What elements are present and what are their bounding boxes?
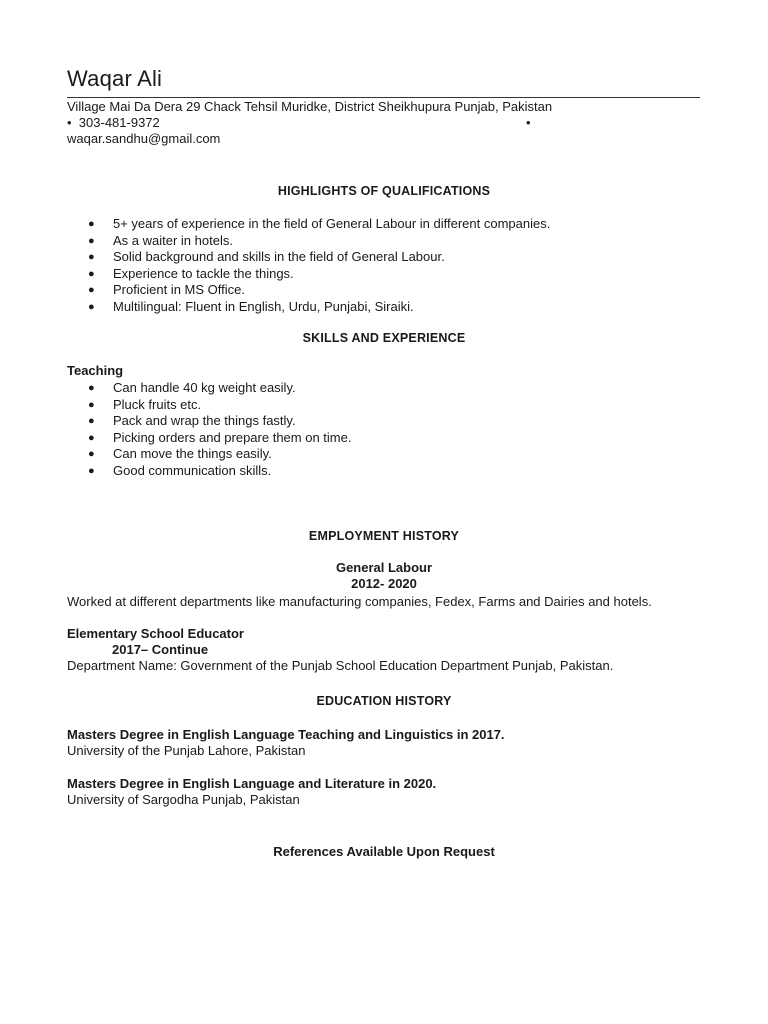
list-item: ● Picking orders and prepare them on time. — [88, 429, 352, 445]
bullet-icon: ● — [88, 267, 95, 280]
header-divider — [67, 97, 700, 98]
degree1: Masters Degree in English Language Teaching and Linguistics in 2017. — [67, 727, 505, 742]
skills-heading: SKILLS AND EXPERIENCE — [302, 331, 466, 345]
bullet-icon: ● — [88, 218, 95, 230]
job1-years: 2012- 2020 — [351, 576, 417, 591]
phone-line — [67, 115, 537, 131]
list-item: ● Multilingual: Fluent in English, Urdu, Punjabi, Siraiki. — [88, 298, 414, 314]
bullet-icon: ● — [88, 382, 95, 394]
list-item: ● Experience to tackle the things. — [88, 265, 294, 281]
list-item: ● Proficient in MS Office. — [88, 282, 245, 297]
employment-heading: EMPLOYMENT HISTORY — [308, 529, 460, 543]
degree2: Masters Degree in English Language and Literature in 2020. — [67, 776, 437, 791]
bullet-icon: ● — [88, 251, 95, 263]
skills-subtitle: Teaching — [67, 363, 124, 378]
bullet-icon: ● — [88, 234, 95, 247]
job2-years: 2017– Continue — [112, 642, 209, 657]
job1-description: Worked at different departments like manufacturing companies, Fedex, Farms and Dairies and hotels. — [67, 594, 652, 609]
degree2-school: University of Sargodha Punjab, Pakistan — [67, 792, 300, 807]
highlights-list — [88, 216, 550, 315]
list-item: ● Solid background and skills in the field of General Labour. — [88, 249, 445, 264]
list-item: ● Can move the things easily. — [88, 446, 272, 461]
references-note: References Available Upon Request — [273, 844, 495, 859]
job2-description: Department Name: Government of the Punjab School Education Department Punjab, Pakistan. — [67, 658, 614, 673]
skills-list — [88, 380, 351, 479]
email: waqar.sandhu@gmail.com — [67, 131, 221, 146]
list-item: ● 5+ years of experience in the field of General Labour in different companies. — [88, 216, 551, 231]
phone-bullet: • — [67, 115, 72, 130]
bullet-icon: ● — [88, 284, 95, 296]
bullet-icon: ● — [88, 398, 95, 411]
job1-title: General Labour — [335, 560, 433, 575]
bullet-icon: ● — [88, 415, 95, 427]
job2-title: Elementary School Educator — [67, 626, 244, 641]
bullet-icon: ● — [88, 300, 95, 313]
bullet-icon: ● — [88, 464, 95, 477]
phone-number: 303-481-9372 — [78, 115, 160, 130]
degree1-school: University of the Punjab Lahore, Pakistan — [67, 743, 306, 758]
bullet-icon: ● — [88, 448, 95, 460]
trailing-bullet: • — [526, 115, 531, 130]
list-item: ● Pack and wrap the things fastly. — [88, 413, 296, 428]
list-item: ● As a waiter in hotels. — [88, 232, 233, 248]
highlights-heading: HIGHLIGHTS OF QUALIFICATIONS — [277, 184, 491, 198]
list-item: ● Pluck fruits etc. — [88, 396, 202, 412]
bullet-icon: ● — [88, 431, 95, 444]
education-heading: EDUCATION HISTORY — [316, 694, 452, 708]
candidate-name: Waqar Ali — [67, 66, 163, 91]
list-item: ● Good communication skills. — [88, 462, 272, 478]
list-item: ● Can handle 40 kg weight easily. — [88, 380, 296, 395]
address: Village Mai Da Dera 29 Chack Tehsil Muridke, District Sheikhupura Punjab, Pakistan — [67, 99, 553, 114]
